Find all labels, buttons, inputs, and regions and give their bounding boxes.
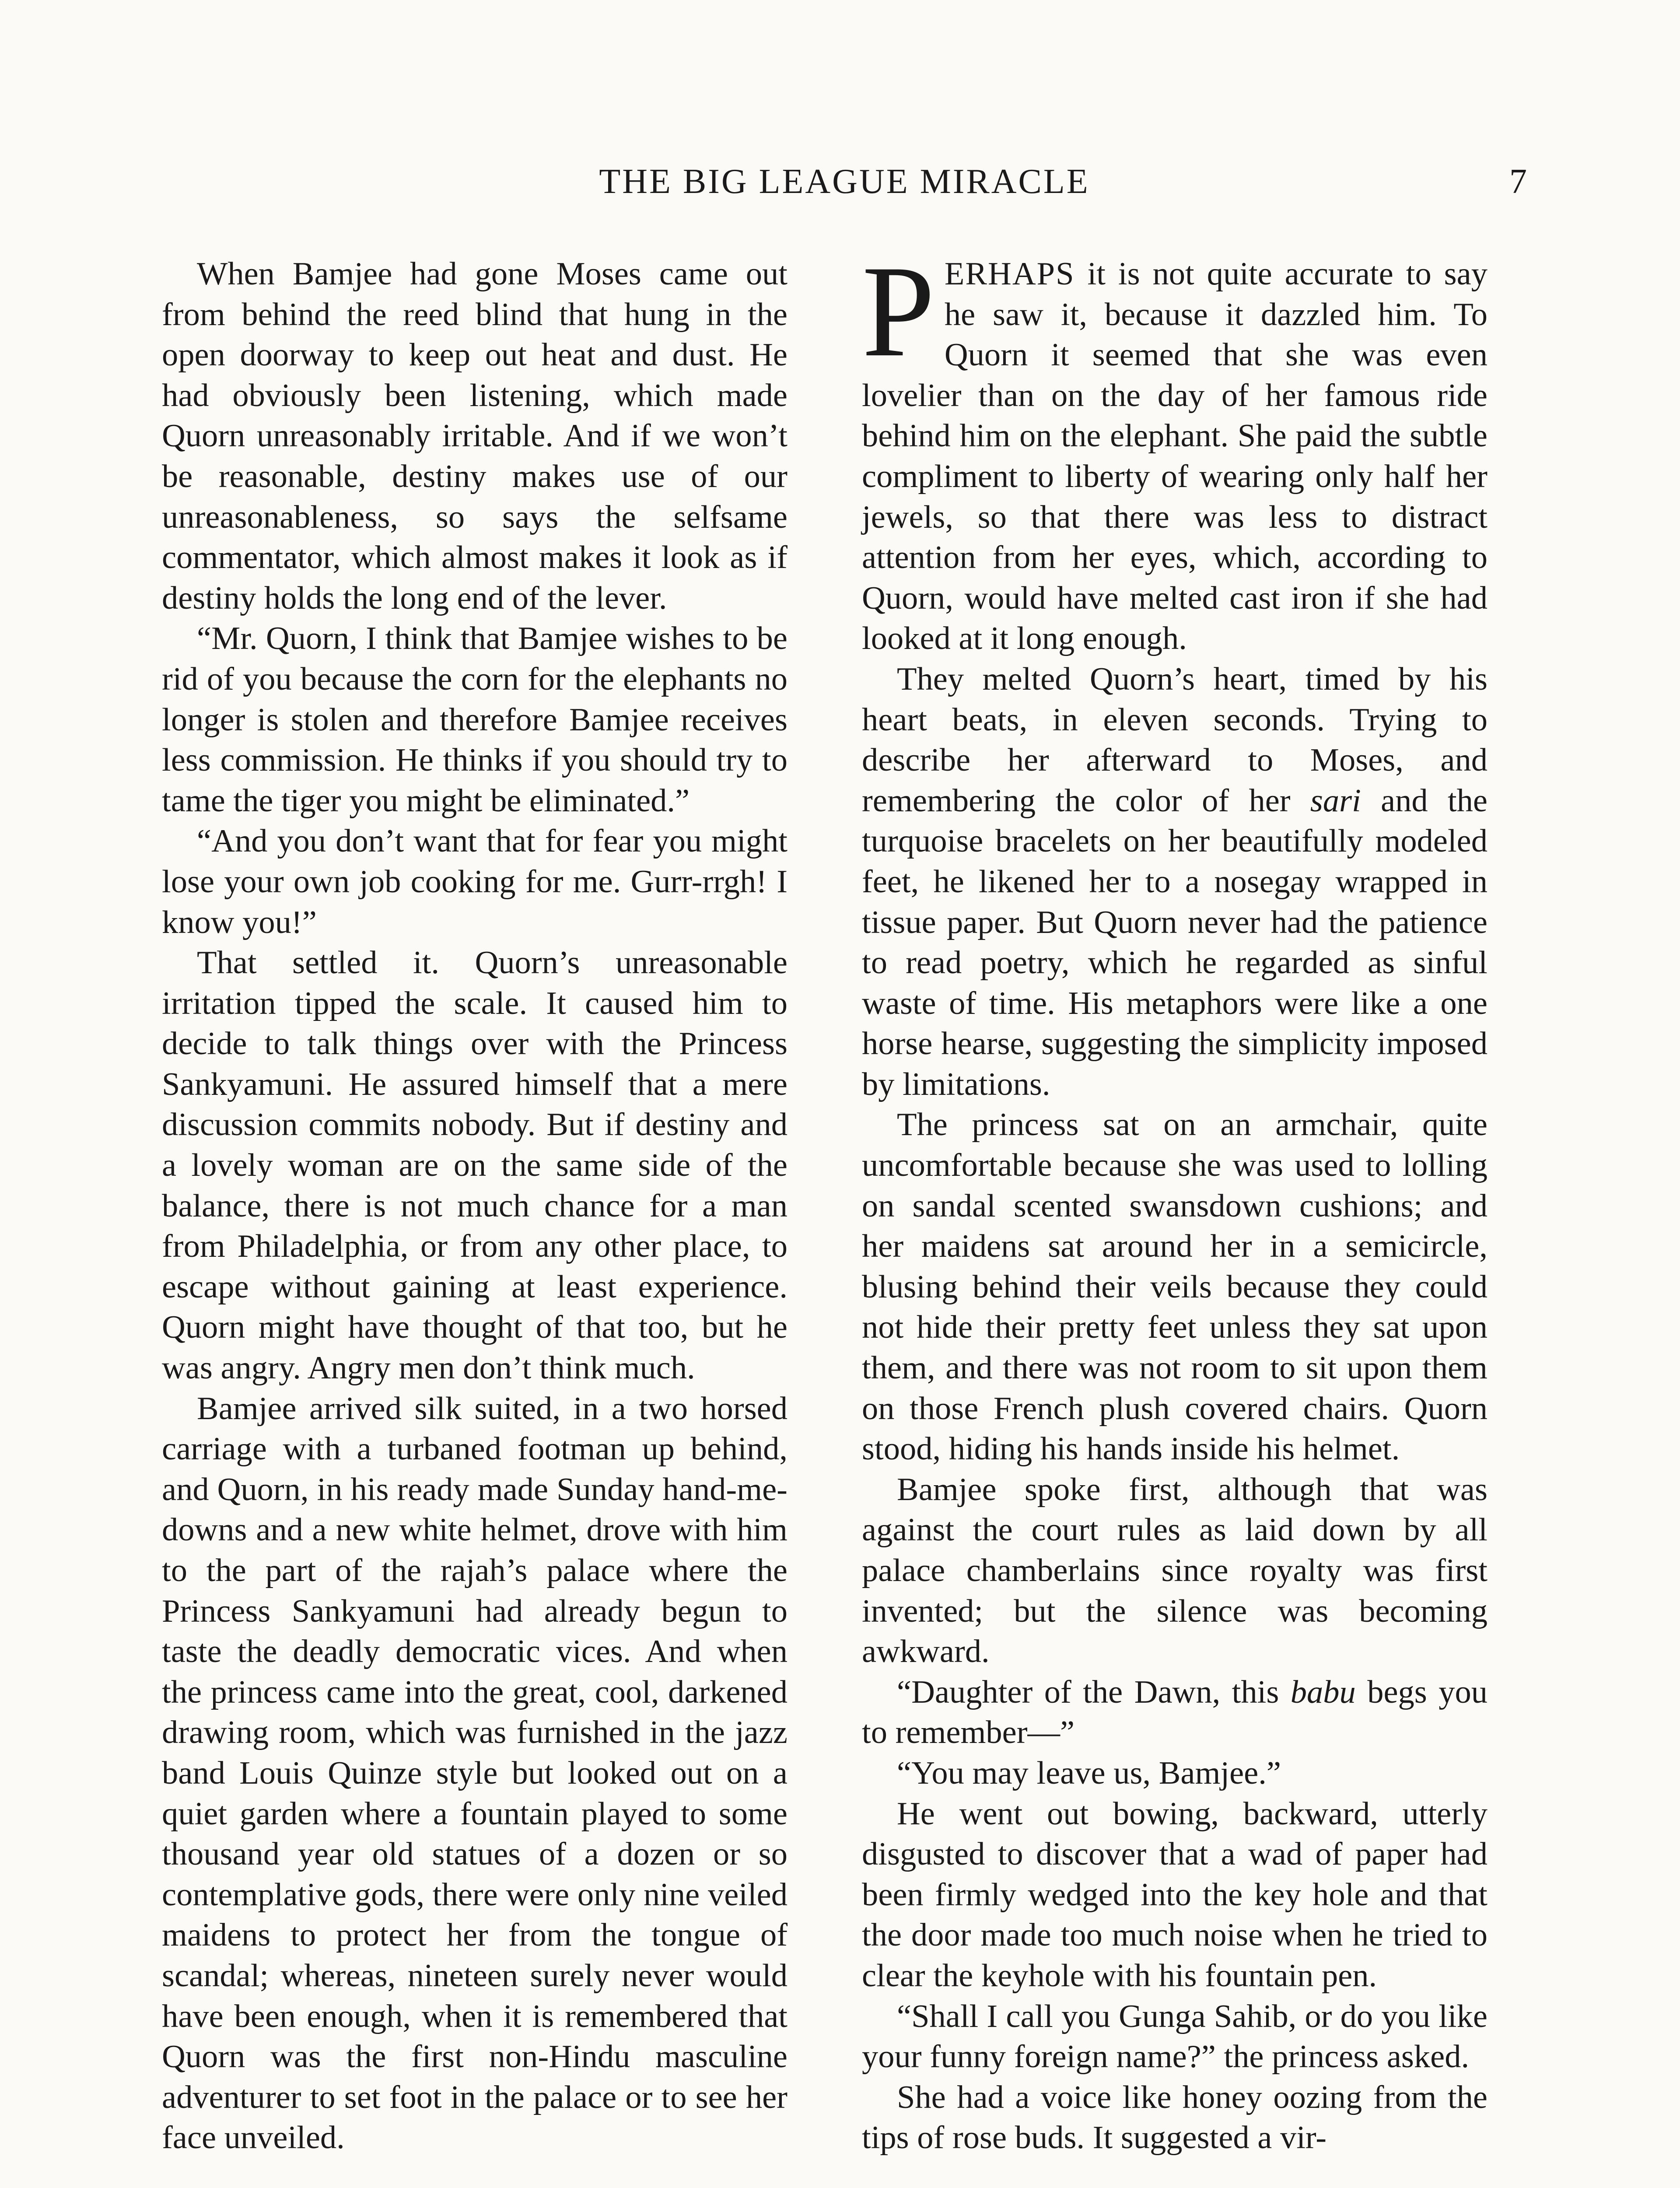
paragraph: He went out bowing, backward, utterly disgusted to discover that a wad of paper had been firmly wedged into the key hole and that the door made too much noise when he tried to clear the keyhole with his fountain pen. [862, 1795, 1488, 1994]
right-column [862, 238, 1488, 2158]
paragraph: “Shall I call you Gunga Sahib, or do you like your funny foreign name?” the princess asked. [862, 1998, 1488, 2075]
text-run: “Daughter of the Dawn, this [897, 1674, 1291, 1710]
paragraph: That settled it. Quorn’s unreasonable irritation tipped the scale. It caused him to decide to talk things over with the Princess Sankyamuni. He assured himself that a mere discussion commits nobody. But if destiny and a lovely woman are on the same side of the balance, there is not much chance for a man from Philadelphia, or from any other place, to escape without gaining at least experience. Quorn might have thought of that too, but he was angry. Angry men don’t think much. [162, 945, 788, 1386]
italic-term: babu [1290, 1674, 1356, 1710]
text-run: begs you to remember—” [862, 1674, 1488, 1751]
text-run: They melted Quorn’s heart, timed by his heart beats, in eleven seconds. Trying to describe her afterward to Moses, and remembering the color of her [862, 661, 1488, 819]
running-head [162, 162, 1527, 214]
paragraph [862, 659, 1488, 1105]
italic-term: sari [1310, 782, 1361, 819]
page-title: THE BIG LEAGUE MIRACLE [599, 162, 1090, 201]
paragraph: “And you don’t want that for fear you might lose your own job cooking for me. Gurr-rrgh! I know you!” [162, 823, 788, 940]
opening-text: it is not quite accurate to say he saw it, because it dazzled him. To Quorn it seemed that she was even lovelier than on the day of her famous ride behind him on the elephant. She paid the subtle compliment to liberty of wearing only half her jewels, so that there was less to distract attention from her eyes, which, according to Quorn, would have melted cast iron if she had looked at it long enough. [862, 256, 1488, 657]
paragraph: Bamjee spoke first, although that was against the court rules as laid down by all palace chamberlains since royalty was first invented; but the silence was becoming awkward. [862, 1471, 1488, 1670]
drop-cap: P [862, 238, 935, 384]
left-column [162, 254, 788, 2158]
opening-paragraph [862, 238, 1488, 659]
paragraph: Bamjee arrived silk suited, in a two horsed carriage with a turbaned footman up behind, and Quorn, in his ready made Sunday hand-me-downs and a new white helmet, drove with him to the part of the rajah’s palace where the Princess Sankyamuni had already begun to taste the deadly democratic vices. And when the princess came into the great, cool, darkened drawing room, which was furnished in the jazz band Louis Quinze style but looked out on a quiet garden where a fountain played to some thousand year old statues of a dozen or so contemplative gods, there were only nine veiled maidens to protect her from the tongue of scandal; whereas, nineteen surely never would have been enough, when it is remembered that Quorn was the first non-Hindu masculine adventurer to set foot in the palace or to see her face unveiled. [162, 1390, 788, 2156]
paragraph: “You may leave us, Bamjee.” [897, 1755, 1281, 1791]
page-number: 7 [1509, 162, 1527, 201]
paragraph: When Bamjee had gone Moses came out from behind the reed blind that hung in the open doorway to keep out heat and dust. He had obviously been listening, which made Quorn unreasonably irritable. And if we won’t be reasonable, destiny makes use of our unreasonableness, so says the selfsame commentator, which almost makes it look as if destiny holds the long end of the lever. [162, 256, 788, 616]
paragraph: She had a voice like honey oozing from the tips of rose buds. It suggested a vir- [862, 2079, 1488, 2156]
text-run: and the turquoise bracelets on her beautifully modeled feet, he likened her to a nosegay wrapped in tissue paper. But Quorn never had the patience to read poetry, which he regarded as sinful waste of time. His metaphors were like a one horse hearse, suggesting the simplicity imposed by limitations. [862, 782, 1488, 1102]
paragraph: The princess sat on an armchair, quite uncomfortable because she was used to lolling on sandal scented swansdown cushions; and her maidens sat around her in a semicircle, blusing behind their veils because they could not hide their pretty feet unless they sat upon them, and there was not room to sit upon them on those French plush covered chairs. Quorn stood, hiding his hands inside his helmet. [862, 1107, 1488, 1467]
opening-lead-in: ERHAPS [944, 256, 1075, 292]
paragraph: “Mr. Quorn, I think that Bamjee wishes to be rid of you because the corn for the elephants no longer is stolen and therefore Bamjee receives less commission. He thinks if you should try to tame the tiger you might be eliminated.” [162, 621, 788, 819]
paragraph [862, 1672, 1488, 1753]
